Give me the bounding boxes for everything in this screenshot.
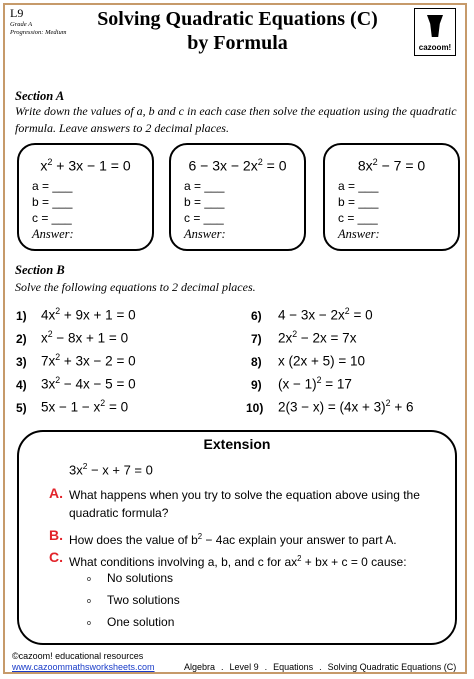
part-a-text: What happens when you try to solve the equation above using the quadratic formula?: [69, 488, 420, 520]
question-equation: $5x - 1 - x^2 = 0$: [41, 398, 129, 415]
b-blank[interactable]: b = ___: [32, 195, 73, 209]
question-equation: $3x^2 - 4x - 5 = 0$: [41, 375, 136, 392]
logo-text: cazoom!: [418, 43, 452, 52]
trophy-icon: [427, 15, 443, 37]
page-title: [70, 7, 405, 55]
question-equation: $(x - 1)^2 = 17$: [278, 375, 352, 392]
level-label: L9: [10, 6, 24, 20]
extension-title: Extension: [203, 436, 271, 452]
crumb-algebra: Algebra: [184, 662, 216, 672]
question-box-1: [17, 143, 154, 251]
crumb-separator: .: [221, 662, 224, 672]
question-number: 7): [251, 332, 262, 346]
a-blank[interactable]: a = ___: [184, 179, 225, 193]
grade-label: Grade A: [10, 21, 33, 28]
question-box-2: [169, 143, 306, 251]
answer-label: Answer:: [338, 227, 380, 241]
a-blank[interactable]: a = ___: [338, 179, 379, 193]
b-blank[interactable]: b = ___: [338, 195, 379, 209]
copyright-text: ©cazoom! educational resources: [12, 651, 144, 661]
question-number: 3): [16, 355, 27, 369]
box-equation: $x^2 + 3x - 1 = 0$: [40, 157, 131, 174]
question-equation: $4x^2 + 9x + 1 = 0$: [41, 306, 136, 323]
extension-equation: $3x^2 - x + 7 = 0$: [69, 461, 153, 478]
condition-item: No solutions: [107, 571, 174, 585]
answer-label: Answer:: [184, 227, 226, 241]
part-a-letter: A.: [49, 485, 63, 501]
question-number: 4): [16, 378, 27, 392]
question-number: 10): [246, 401, 264, 415]
part-b-text: How does the value of $b^2 - 4ac$ explain your answer to part A.: [69, 532, 397, 547]
question-equation: $2x^2 - 2x = 7x$: [278, 329, 357, 346]
title-line-1: Solving Quadratic Equations (C): [97, 8, 378, 30]
question-equation: $7x^2 + 3x - 2 = 0$: [41, 352, 136, 369]
question-equation: $4 - 3x - 2x^2 = 0$: [278, 306, 373, 323]
question-box-3: [323, 143, 460, 251]
part-c-text: What conditions involving a, b, and c for $ax^2$ + bx + c = 0 cause:: [69, 554, 407, 569]
bullet-icon: o: [87, 620, 91, 627]
question-number: 2): [16, 332, 27, 346]
crumb-topic: Solving Quadratic Equations (C): [327, 662, 457, 672]
question-number: 8): [251, 355, 262, 369]
part-c-letter: C.: [49, 549, 63, 565]
a-blank[interactable]: a = ___: [32, 179, 73, 193]
website-link[interactable]: www.cazoommathsworksheets.com: [12, 662, 155, 672]
c-blank[interactable]: c = ___: [338, 211, 378, 225]
c-blank[interactable]: c = ___: [184, 211, 224, 225]
breadcrumb: [184, 662, 456, 672]
part-b-letter: B.: [49, 527, 63, 543]
b-blank[interactable]: b = ___: [184, 195, 225, 209]
question-equation: $x^2 - 8x + 1 = 0$: [41, 329, 129, 346]
crumb-separator: .: [319, 662, 322, 672]
question-number: 5): [16, 401, 27, 415]
section-b-heading: Section B: [15, 263, 65, 277]
section-a-heading: Section A: [15, 89, 65, 103]
bullet-icon: o: [87, 576, 91, 583]
crumb-equations: Equations: [273, 662, 314, 672]
question-number: 1): [16, 309, 27, 323]
box-equation: $8x^2 - 7 = 0$: [357, 157, 426, 174]
section-b-instruction: Solve the following equations to 2 decimal places.: [15, 280, 256, 294]
c-blank[interactable]: c = ___: [32, 211, 72, 225]
question-number: 9): [251, 378, 262, 392]
crumb-level: Level 9: [229, 662, 259, 672]
question-equation: $2(3 - x) = (4x + 3)^2 + 6$: [278, 398, 414, 415]
extension-box: [17, 430, 457, 645]
title-line-2: by Formula: [187, 32, 288, 54]
question-equation: x (2x + 5) = 10: [278, 353, 366, 369]
condition-item: Two solutions: [107, 593, 180, 607]
answer-label: Answer:: [32, 227, 74, 241]
cazoom-logo: [414, 8, 456, 56]
question-number: 6): [251, 309, 262, 323]
section-a-instruction: Write down the values of a, b and c in each case then solve the equation using the quadratic formula. Leave answers to 2 decimal places.: [15, 104, 457, 135]
progression-label: Progression: Medium: [10, 29, 67, 36]
bullet-icon: o: [87, 598, 91, 605]
condition-item: One solution: [107, 615, 175, 629]
box-equation: $6 - 3x - 2x^2 = 0$: [188, 157, 287, 174]
crumb-separator: .: [264, 662, 268, 672]
